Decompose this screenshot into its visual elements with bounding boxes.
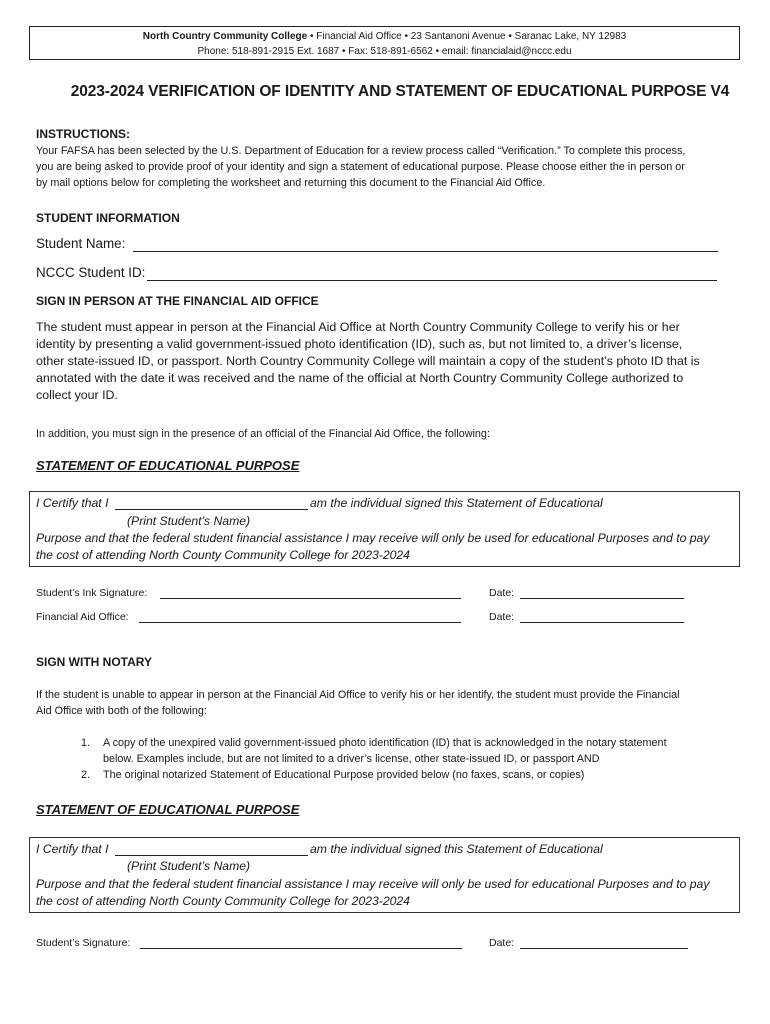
notary-line: If the student is unable to appear in person at the Financial Aid Office to verify his or her identify, the student must provide the Financial xyxy=(36,689,680,701)
student-signature-label: Student’s Signature: xyxy=(36,937,131,949)
statement-2-certify-pre: I Certify that I xyxy=(36,842,109,856)
statement-2-purpose xyxy=(36,876,741,910)
header-contact: Phone: 518-891-2915 Ext. 1687 • Fax: 518-891-6562 • email: financialaid@nccc.edu xyxy=(197,46,572,57)
instructions-line: Your FAFSA has been selected by the U.S. Department of Education for a review process called “Verification.” To complete this process, xyxy=(36,145,686,157)
in-person-line: The student must appear in person at the Financial Aid Office at North Country Community College to verify his or her xyxy=(36,320,680,334)
notary-heading: SIGN WITH NOTARY xyxy=(36,655,152,669)
statement-1-line: the cost of attending North County Community College for 2023-2024 xyxy=(36,548,410,562)
in-person-line: identity by presenting a valid government-issued photo identification (ID), such as, but not limited to, a driver’s license, xyxy=(36,337,683,351)
statement-2-line: the cost of attending North County Community College for 2023-2024 xyxy=(36,894,410,908)
list-number: 1. xyxy=(81,737,91,749)
notary-line: Aid Office with both of the following: xyxy=(36,705,207,717)
statement-2-print-name: (Print Student’s Name) xyxy=(127,859,251,873)
statement-1-heading: STATEMENT OF EDUCATIONAL PURPOSE xyxy=(36,458,300,473)
date-label-1: Date: xyxy=(489,587,515,599)
statement-1-purpose xyxy=(36,530,741,564)
date-field-3[interactable] xyxy=(520,948,688,949)
notary-list xyxy=(81,735,741,783)
instructions-line: by mail options below for completing the worksheet and returning this document to the Financial Aid Office. xyxy=(36,177,546,189)
college-name: North Country Community College xyxy=(142,31,308,42)
student-name-label: Student Name: xyxy=(36,236,126,251)
statement-1-print-name: (Print Student’s Name) xyxy=(127,514,251,528)
statement-2-certify-post: am the individual signed this Statement of Educational xyxy=(310,842,603,856)
in-person-line: collect your ID. xyxy=(36,388,118,402)
header-address: • Financial Aid Office • 23 Santanoni Avenue • Saranac Lake, NY 12983 xyxy=(307,31,627,42)
statement-1-name-field[interactable] xyxy=(115,509,308,510)
form-title: 2023-2024 VERIFICATION OF IDENTITY AND STATEMENT OF EDUCATIONAL PURPOSE V4 xyxy=(70,83,730,100)
in-person-line: other state-issued ID, or passport. North Country Community College will maintain a copy of the student’s photo ID that is xyxy=(36,354,700,368)
in-addition-text: In addition, you must sign in the presence of an official of the Financial Aid Office, the following: xyxy=(36,428,490,440)
ink-signature-field[interactable] xyxy=(160,598,461,599)
instructions-line: you are being asked to provide proof of your identity and sign a statement of educational purpose. Please choose either the in person or xyxy=(36,161,685,173)
notary-item-text: The original notarized Statement of Educational Purpose provided below (no faxes, scans, or copies) xyxy=(103,769,585,781)
student-id-label: NCCC Student ID: xyxy=(36,265,146,280)
notary-item-text: below. Examples include, but are not limited to a driver’s license, other state-issued ID, or passport AND xyxy=(103,753,600,765)
statement-2-heading: STATEMENT OF EDUCATIONAL PURPOSE xyxy=(36,802,300,817)
date-label-3: Date: xyxy=(489,937,515,949)
in-person-text xyxy=(36,319,751,404)
in-person-heading: SIGN IN PERSON AT THE FINANCIAL AID OFFICE xyxy=(36,294,319,308)
statement-1-certify-pre: I Certify that I xyxy=(36,496,109,510)
college-header xyxy=(29,26,740,60)
date-field-1[interactable] xyxy=(520,598,684,599)
in-person-line: annotated with the date it was received and the name of the official at North Country Community College authorized to xyxy=(36,371,684,385)
statement-1-certify-post: am the individual signed this Statement of Educational xyxy=(310,496,603,510)
statement-2-name-field[interactable] xyxy=(115,855,308,856)
statement-1-line: Purpose and that the federal student financial assistance I may receive will only be used for educational Purposes and to pay xyxy=(36,531,710,545)
header-line-1 xyxy=(30,29,739,44)
list-number: 2. xyxy=(81,769,91,781)
student-signature-field[interactable] xyxy=(140,948,462,949)
notary-list-item xyxy=(81,735,741,767)
instructions-text xyxy=(36,143,746,191)
student-id-field[interactable] xyxy=(147,280,717,281)
notary-text xyxy=(36,687,751,719)
notary-item-text: A copy of the unexpired valid government-issued photo identification (ID) that is acknowledged in the notary statement xyxy=(103,737,667,749)
date-label-2: Date: xyxy=(489,611,515,623)
student-name-field[interactable] xyxy=(133,251,718,252)
statement-2-line: Purpose and that the federal student financial assistance I may receive will only be used for educational Purposes and to pay xyxy=(36,877,710,891)
notary-list-item xyxy=(81,767,741,783)
financial-aid-office-label: Financial Aid Office: xyxy=(36,611,129,623)
ink-signature-label: Student’s Ink Signature: xyxy=(36,587,148,599)
instructions-heading: INSTRUCTIONS: xyxy=(36,127,130,141)
date-field-2[interactable] xyxy=(520,622,684,623)
student-info-heading: STUDENT INFORMATION xyxy=(36,211,180,225)
financial-aid-office-field[interactable] xyxy=(139,622,461,623)
